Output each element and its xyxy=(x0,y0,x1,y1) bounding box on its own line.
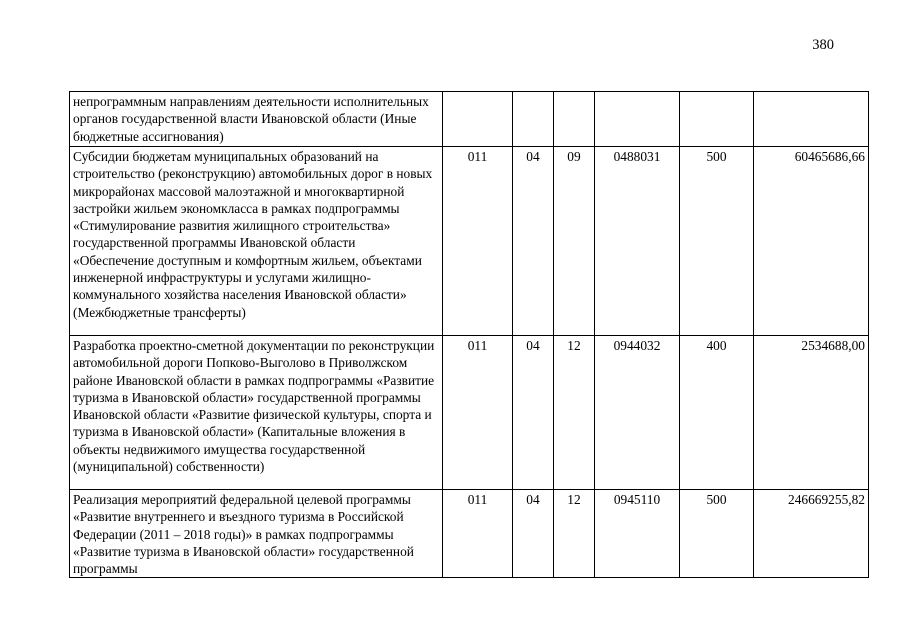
budget-table xyxy=(69,91,869,578)
row-section-code: 04 xyxy=(513,147,554,336)
row-ministry-code: 011 xyxy=(443,147,513,336)
row-section-code: 04 xyxy=(513,336,554,490)
row-description: Разработка проектно-сметной документации по реконструкции автомобильной дороги Попково-Выголово в Приволжском районе Ивановской области в рамках подпрограммы «Развитие туризма в Ивановской области» государственной программы Ивановской области «Развитие физической культуры, спорта и туризма в Ивановской области» (Капитальные вложения в объекты недвижимого имущества государственной (муниципальной) собственности) xyxy=(70,336,443,490)
table-row xyxy=(70,336,869,490)
table-row xyxy=(70,92,869,147)
page-number: 380 xyxy=(812,37,834,53)
row-ministry-code: 011 xyxy=(443,490,513,578)
row-target-article-code: 0488031 xyxy=(595,147,680,336)
row-amount: 2534688,00 xyxy=(754,336,869,490)
table-row xyxy=(70,490,869,578)
row-target-article-code: 0944032 xyxy=(595,336,680,490)
row-expense-type-code: 500 xyxy=(680,490,754,578)
row-amount: 246669255,82 xyxy=(754,490,869,578)
row-description: Субсидии бюджетам муниципальных образований на строительство (реконструкцию) автомобильных дорог в новых микрорайонах массовой малоэтажной и многоквартирной застройки жильем экономкласса в рамках подпрограммы «Стимулирование развития жилищного строительства» государственной программы Ивановской области «Обеспечение доступным и комфортным жильем, объектами инженерной инфраструктуры и услугами жилищно-коммунального хозяйства населения Ивановской области» (Межбюджетные трансферты) xyxy=(70,147,443,336)
row-section-code xyxy=(513,92,554,147)
row-amount: 60465686,66 xyxy=(754,147,869,336)
row-amount xyxy=(754,92,869,147)
row-ministry-code xyxy=(443,92,513,147)
row-subsection-code: 12 xyxy=(554,490,595,578)
row-description: Реализация мероприятий федеральной целевой программы «Развитие внутреннего и въездного туризма в Российской Федерации (2011 – 2018 годы)» в рамках подпрограммы «Развитие туризма в Ивановской области» государственной программы xyxy=(70,490,443,578)
row-subsection-code: 12 xyxy=(554,336,595,490)
row-expense-type-code: 400 xyxy=(680,336,754,490)
row-ministry-code: 011 xyxy=(443,336,513,490)
row-subsection-code xyxy=(554,92,595,147)
row-target-article-code xyxy=(595,92,680,147)
row-subsection-code: 09 xyxy=(554,147,595,336)
row-description: непрограммным направлениям деятельности исполнительных органов государственной власти Ивановской области (Иные бюджетные ассигнования) xyxy=(70,92,443,147)
row-section-code: 04 xyxy=(513,490,554,578)
row-expense-type-code: 500 xyxy=(680,147,754,336)
row-target-article-code: 0945110 xyxy=(595,490,680,578)
table-row xyxy=(70,147,869,336)
row-expense-type-code xyxy=(680,92,754,147)
